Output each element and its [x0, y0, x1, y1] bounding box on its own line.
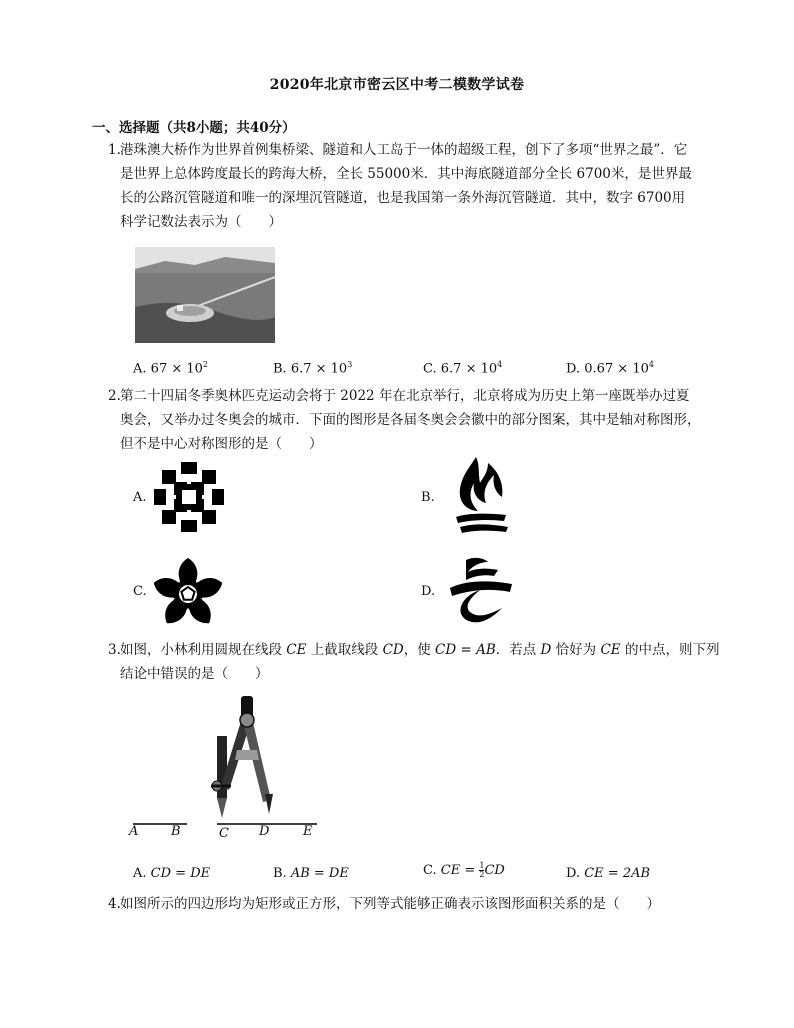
q3-text-part: 的中点，则下列	[620, 642, 720, 658]
question-1-number: 1.	[108, 142, 121, 158]
point-c-label: C	[219, 826, 229, 841]
snowflake-emblem-icon	[150, 458, 228, 536]
q3-option-a[interactable]	[133, 866, 210, 881]
q3-text-part: ，使	[403, 642, 436, 658]
question-2	[108, 384, 720, 456]
point-a-label: A	[129, 824, 139, 839]
q1-option-d[interactable]	[566, 360, 654, 376]
q3-option-b[interactable]	[273, 866, 349, 881]
q3-text-part: 恰好为	[551, 642, 601, 658]
q1-option-a[interactable]	[133, 360, 208, 376]
q3-option-a-label: A.	[133, 866, 147, 881]
q1-option-d-base: 0.67 × 10	[584, 361, 649, 377]
q2-option-d-label[interactable]: D.	[421, 584, 436, 599]
question-1-line-3: 长的公路沉管隧道和唯一的深埋沉管隧道，也是我国第一条外海沉管隧道．其中，数字 6700用	[120, 190, 686, 206]
question-4-number: 4.	[108, 896, 121, 912]
calligraphy-emblem-icon	[440, 550, 520, 630]
compass-diagram	[125, 690, 325, 844]
question-1	[108, 138, 720, 234]
question-1-line-2: 是世界上总体跨度最长的跨海大桥，全长 55000米．其中海底隧道部分全长 6700米，是世界最	[120, 166, 692, 182]
question-3-line-1	[120, 638, 720, 662]
bridge-photo	[135, 247, 275, 343]
q3-option-c-lhs: CE =	[440, 863, 476, 878]
fraction-numerator: 1	[479, 861, 485, 870]
q3-text-part: 上截取线段	[306, 642, 383, 658]
q2-emblem-b[interactable]	[442, 453, 520, 531]
q3-option-a-expr: CD = DE	[150, 866, 211, 881]
q1-option-b[interactable]	[273, 360, 352, 376]
q3-option-d[interactable]	[566, 866, 650, 881]
q3-math-ce: CE	[286, 642, 307, 658]
compass-hinge-bar	[235, 750, 259, 760]
q3-option-b-expr: AB = DE	[290, 866, 349, 881]
section-heading: 一、选择题（共8小题；共40分）	[92, 120, 296, 136]
question-3-number: 3.	[108, 642, 121, 658]
q3-option-c-rhs: CD	[484, 863, 505, 878]
question-1-line-1: 港珠澳大桥作为世界首例集桥梁、隧道和人工岛于一体的超级工程，创下了多项“世界之最”．它	[120, 142, 688, 158]
q1-option-a-exp: 2	[202, 360, 209, 369]
page-title: 2020年北京市密云区中考二模数学试卷	[269, 77, 525, 93]
q3-text-part: ．若点	[495, 642, 541, 658]
question-2-line-2: 奥会，又举办过冬奥会的城市．下面的图形是各届冬奥会会徽中的部分图案，其中是轴对称图形，	[120, 412, 701, 428]
point-d-label: D	[259, 824, 270, 839]
question-2-number: 2.	[108, 388, 121, 404]
q1-option-c-exp: 4	[497, 360, 503, 369]
q3-math-ce-2: CE	[600, 642, 621, 658]
compass-line-figure	[125, 690, 325, 844]
question-3-line-2: 结论中错误的是（ ）	[120, 666, 269, 682]
q1-option-c-base: 6.7 × 10	[440, 361, 498, 377]
q1-option-d-label: D.	[566, 361, 581, 377]
question-1-line-4: 科学记数法表示为（ ）	[120, 214, 282, 230]
q1-option-b-exp: 3	[347, 360, 353, 369]
q1-option-a-label: A.	[133, 361, 147, 377]
q3-text-part: 如图，小林利用圆规在线段	[120, 642, 287, 658]
question-3	[108, 638, 720, 686]
question-4	[108, 892, 720, 916]
q3-option-b-label: B.	[273, 866, 287, 881]
compass-needle	[265, 794, 273, 814]
q3-math-cd: CD	[382, 642, 404, 658]
point-e-label: E	[303, 824, 313, 839]
q1-option-b-base: 6.7 × 10	[290, 361, 348, 377]
q1-option-b-label: B.	[273, 361, 287, 377]
question-2-line-3: 但不是中心对称图形的是（ ）	[120, 436, 323, 452]
q1-option-d-exp: 4	[648, 360, 654, 369]
point-b-label: B	[171, 824, 181, 839]
q2-option-b-label[interactable]: B.	[421, 490, 435, 505]
pencil-tip	[217, 798, 227, 818]
q2-emblem-d[interactable]	[440, 550, 518, 628]
q1-option-c-label: C.	[423, 361, 437, 377]
fraction-denominator: 2	[479, 870, 485, 879]
flame-emblem-icon	[442, 453, 520, 537]
q2-option-a-label[interactable]: A.	[133, 490, 147, 505]
q2-option-c-label[interactable]: C.	[133, 584, 147, 599]
q3-option-d-label: D.	[566, 866, 581, 881]
q2-emblem-a[interactable]	[150, 458, 228, 536]
q3-math-d: D	[540, 642, 552, 658]
bridge-photo-drawing	[135, 247, 275, 343]
q3-math-cd-eq-ab: CD = AB	[435, 642, 496, 658]
compass-pivot	[240, 713, 254, 727]
q3-option-c-label: C.	[423, 863, 437, 878]
question-4-line-1: 如图所示的四边形均为矩形或正方形，下列等式能够正确表示该图形面积关系的是（ ）	[120, 896, 660, 912]
q1-option-c[interactable]	[423, 360, 502, 376]
q2-emblem-c[interactable]	[148, 552, 226, 630]
q1-option-a-base: 67 × 10	[150, 361, 203, 377]
q3-option-c[interactable]	[423, 862, 505, 879]
q3-option-d-expr: CE = 2AB	[584, 866, 651, 881]
question-2-line-1: 第二十四届冬季奥林匹克运动会将于 2022 年在北京举行，北京将成为历史上第一座既举办过夏	[120, 388, 690, 404]
star-flower-emblem-icon	[148, 552, 228, 632]
